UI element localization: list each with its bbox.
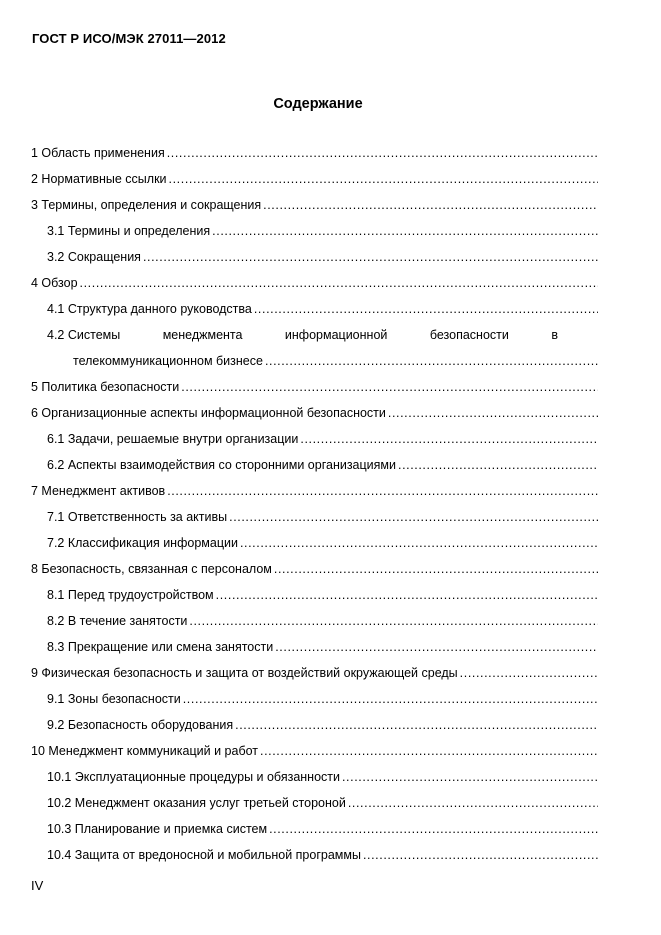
- toc-entry[interactable]: [31, 559, 598, 585]
- dot-leader: [240, 533, 598, 553]
- toc-entry-label: 4 Обзор: [31, 276, 78, 290]
- toc-entry-label: 6 Организационные аспекты информационной безопасности: [31, 406, 386, 420]
- dot-leader: [269, 819, 598, 839]
- toc-entry-label: 7.2 Классификация информации: [47, 536, 238, 550]
- toc-entry[interactable]: [31, 741, 598, 767]
- toc-entry-label: 9.1 Зоны безопасности: [47, 692, 181, 706]
- dot-leader: [254, 299, 598, 319]
- toc-entry-label: 8.2 В течение занятости: [47, 614, 188, 628]
- toc-entry[interactable]: [31, 403, 598, 429]
- toc-entry-label: 8.3 Прекращение или смена занятости: [47, 640, 274, 654]
- toc-entry[interactable]: [31, 169, 598, 195]
- toc-entry[interactable]: [31, 715, 598, 741]
- dot-leader: [460, 663, 598, 683]
- page-number: IV: [31, 878, 44, 893]
- dot-leader: [183, 689, 598, 709]
- dot-leader: [363, 845, 598, 865]
- toc-entry-label: 9.2 Безопасность оборудования: [47, 718, 234, 732]
- dot-leader: [189, 611, 598, 631]
- toc-entry[interactable]: [31, 663, 598, 689]
- toc-entry[interactable]: [31, 481, 598, 507]
- dot-leader: [212, 221, 598, 241]
- standard-header: ГОСТ Р ИСО/МЭК 27011—2012: [32, 31, 226, 46]
- toc-entry[interactable]: [31, 377, 598, 403]
- toc-entry-label: 6.2 Аспекты взаимодействия со сторонними организациями: [47, 458, 396, 472]
- toc-entry[interactable]: [31, 689, 598, 715]
- dot-leader: [229, 507, 598, 527]
- dot-leader: [274, 559, 598, 579]
- toc-entry-label: 2 Нормативные ссылки: [31, 172, 167, 186]
- toc-entry-label: 3.1 Термины и определения: [47, 224, 211, 238]
- dot-leader: [181, 377, 598, 397]
- toc-entry[interactable]: [31, 247, 598, 273]
- toc-entry[interactable]: [31, 221, 598, 247]
- toc-entry-label: 7.1 Ответственность за активы: [47, 510, 228, 524]
- dot-leader: [167, 481, 598, 501]
- dot-leader: [300, 429, 598, 449]
- toc-entry[interactable]: [31, 507, 598, 533]
- toc-entry[interactable]: [31, 611, 598, 637]
- toc-entry-label: 5 Политика безопасности: [31, 380, 180, 394]
- toc-entry[interactable]: [31, 143, 598, 169]
- dot-leader: [275, 637, 598, 657]
- toc-entry-label: 8 Безопасность, связанная с персоналом: [31, 562, 272, 576]
- dot-leader: [260, 741, 598, 761]
- toc-entry[interactable]: [31, 637, 598, 663]
- toc-entry[interactable]: [31, 455, 598, 481]
- toc-entry-label: 9 Физическая безопасность и защита от воздействий окружающей среды: [31, 666, 458, 680]
- dot-leader: [143, 247, 598, 267]
- toc-entry[interactable]: [31, 819, 598, 845]
- toc-entry[interactable]: [31, 299, 598, 325]
- toc-entry[interactable]: [31, 845, 598, 871]
- toc-entry[interactable]: [31, 325, 598, 377]
- dot-leader: [169, 169, 598, 189]
- toc-entry-label: 6.1 Задачи, решаемые внутри организации: [47, 432, 299, 446]
- dot-leader: [235, 715, 598, 735]
- toc-entry-word: безопасности: [429, 328, 509, 342]
- table-of-contents: [31, 143, 598, 871]
- toc-entry-label: 10.2 Менеджмент оказания услуг третьей стороной: [47, 796, 346, 810]
- toc-entry[interactable]: [31, 585, 598, 611]
- toc-entry-word: в: [551, 328, 558, 342]
- toc-entry-label: телекоммуникационном бизнесе: [73, 354, 263, 368]
- toc-entry-label: 8.1 Перед трудоустройством: [47, 588, 214, 602]
- dot-leader: [388, 403, 598, 423]
- dot-leader: [342, 767, 598, 787]
- toc-entry-word: менеджмента: [162, 328, 243, 342]
- dot-leader: [265, 351, 598, 371]
- toc-entry-label: 1 Область применения: [31, 146, 165, 160]
- toc-entry-label: 10.3 Планирование и приемка систем: [47, 822, 268, 836]
- toc-entry-label: 10.4 Защита от вредоносной и мобильной программы: [47, 848, 361, 862]
- toc-entry[interactable]: [31, 273, 598, 299]
- page-title: Содержание: [273, 96, 363, 112]
- toc-entry-label: 10 Менеджмент коммуникаций и работ: [31, 744, 259, 758]
- toc-entry-label: 3.2 Сокращения: [47, 250, 141, 264]
- dot-leader: [216, 585, 598, 605]
- dot-leader: [80, 273, 598, 293]
- dot-leader: [398, 455, 598, 475]
- toc-entry-label: 4.1 Структура данного руководства: [47, 302, 252, 316]
- toc-entry[interactable]: [31, 195, 598, 221]
- toc-entry-label: 7 Менеджмент активов: [31, 484, 166, 498]
- toc-entry-label: 3 Термины, определения и сокращения: [31, 198, 262, 212]
- dot-leader: [167, 143, 598, 163]
- toc-entry-label: 10.1 Эксплуатационные процедуры и обязанности: [47, 770, 340, 784]
- toc-entry-word: 4.2 Системы: [47, 328, 121, 342]
- toc-entry[interactable]: [31, 533, 598, 559]
- toc-entry[interactable]: [31, 793, 598, 819]
- toc-entry-word: информационной: [284, 328, 388, 342]
- toc-entry[interactable]: [31, 767, 598, 793]
- dot-leader: [348, 793, 598, 813]
- toc-entry[interactable]: [31, 429, 598, 455]
- dot-leader: [263, 195, 598, 215]
